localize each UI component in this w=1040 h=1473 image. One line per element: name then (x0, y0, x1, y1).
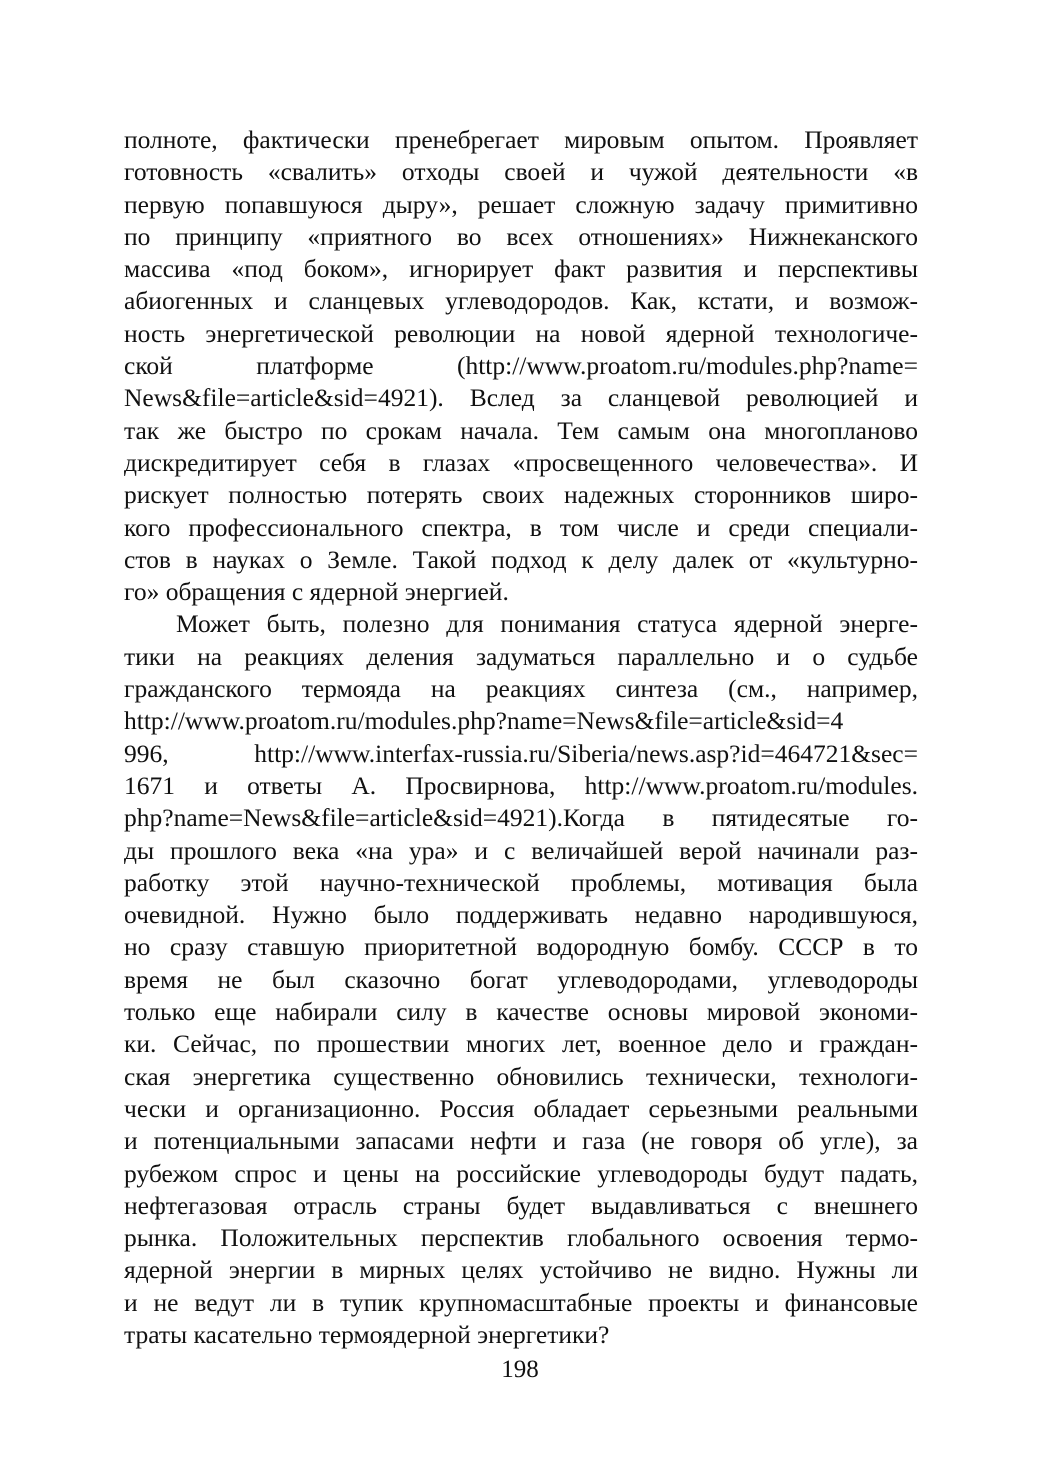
text-line: го» обращения с ядерной энергией. (124, 577, 509, 607)
text-line: очевидной. Нужно было поддерживать недавно народившуюся, (124, 900, 918, 930)
text-line: так же быстро по срокам начала. Тем самым она многопланово (124, 415, 918, 445)
text-line: ды прошлого века «на ура» и с величайшей верой начинали раз- (124, 835, 918, 865)
text-line: работку этой научно-технической проблемы, мотивация была (124, 867, 918, 897)
text-line: полноте, фактически пренебрегает мировым опытом. Проявляет (124, 125, 918, 154)
text-line: только еще набирали силу в качестве основы мировой экономи- (124, 997, 918, 1027)
page-number: 198 (501, 1356, 539, 1383)
text-line: ской платформе (http://www.proatom.ru/modules.php?name= (124, 351, 918, 381)
text-line: и не ведут ли в тупик крупномасштабные проекты и финансовые (124, 1287, 918, 1317)
text-line: чески и организационно. Россия обладает серьезными реальными (124, 1093, 918, 1123)
text-line: траты касательно термоядерной энергетики? (124, 1319, 610, 1349)
text-line: но сразу ставшую приоритетной водородную бомбу. СССР в то (124, 932, 918, 962)
paragraph-1 (124, 124, 918, 608)
text-line: ки. Сейчас, по прошествии многих лет, военное дело и граждан- (124, 1029, 918, 1059)
text-line: 1671 и ответы А. Просвирнова, http://www.proatom.ru/modules. (124, 770, 918, 800)
text-line: и потенциальными запасами нефти и газа (не говоря об угле), за (124, 1126, 918, 1156)
text-line: рынка. Положительных перспектив глобального освоения термо- (124, 1223, 918, 1253)
text-line: кого профессионального спектра, в том числе и среди специали- (124, 512, 918, 542)
text-line: рискует полностью потерять своих надежных сторонников широ- (124, 480, 918, 510)
text-line: Может быть, полезно для понимания статуса ядерной энерге- (176, 609, 918, 639)
text-line: стов в науках о Земле. Такой подход к делу далек от «культурно- (124, 544, 918, 574)
text-line: массива «под боком», игнорирует факт развития и перспективы (124, 254, 918, 284)
text-line: гражданского термояда на реакциях синтеза (см., например, (124, 674, 918, 704)
text-line: ность энергетической революции на новой ядерной технологиче- (124, 318, 918, 348)
text-line: http://www.proatom.ru/modules.php?name=News&file=article&sid=4 (124, 706, 844, 736)
text-line: News&file=article&sid=4921). Вслед за сланцевой революцией и (124, 383, 918, 413)
text-line: нефтегазовая отрасль страны будет выдавливаться с внешнего (124, 1190, 918, 1220)
text-line: ская энергетика существенно обновились технически, технологи- (124, 1061, 918, 1091)
text-line: 996, http://www.interfax-russia.ru/Siberia/news.asp?id=464721&sec= (124, 738, 918, 768)
text-line: ядерной энергии в мирных целях устойчиво не видно. Нужны ли (124, 1255, 918, 1285)
text-line: готовность «свалить» отходы своей и чужой деятельности «в (124, 157, 918, 187)
paragraph-2 (124, 608, 918, 1351)
text-line: абиогенных и сланцевых углеводородов. Как, кстати, и возмож- (124, 286, 918, 316)
text-line: дискредитирует себя в глазах «просвещенного человечества». И (124, 447, 918, 477)
text-line: php?name=News&file=article&sid=4921).Когда в пятидесятые го- (124, 803, 918, 833)
text-line: время не был сказочно богат углеводородами, углеводороды (124, 964, 918, 994)
text-line: первую попавшуюся дыру», решает сложную задачу примитивно (124, 189, 918, 219)
page-body (124, 124, 918, 1351)
text-line: тики на реакциях деления задуматься параллельно и о судьбе (124, 641, 918, 671)
text-line: рубежом спрос и цены на российские углеводороды будут падать, (124, 1158, 918, 1188)
text-line: по принципу «приятного во всех отношениях» Нижнеканского (124, 221, 918, 251)
